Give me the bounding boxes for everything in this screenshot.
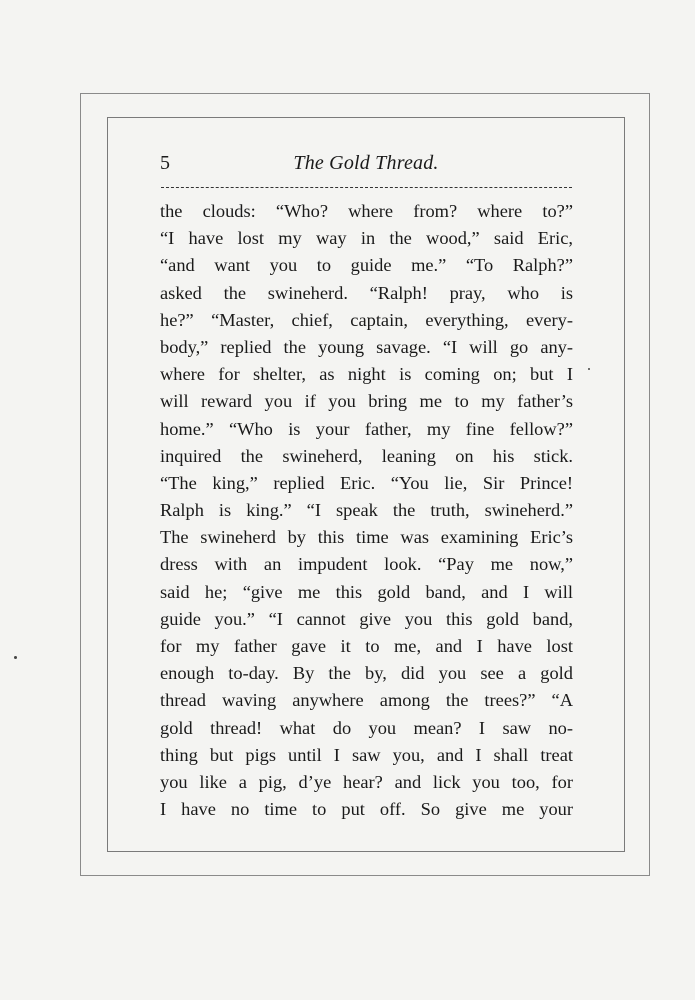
text-line: inquired the swineherd, leaning on his stick. bbox=[160, 445, 573, 466]
text-line: where for shelter, as night is coming on; but I bbox=[160, 364, 573, 385]
print-speck bbox=[588, 368, 590, 370]
running-head bbox=[160, 148, 572, 178]
text-line: “and want you to guide me.” “To Ralph?” bbox=[160, 255, 573, 276]
text-line: enough to-day. By the by, did you see a gold bbox=[160, 663, 573, 684]
text-line: The swineherd by this time was examining Eric’s bbox=[160, 527, 573, 548]
text-line: “I have lost my way in the wood,” said Eric, bbox=[160, 228, 573, 249]
text-line: body,” replied the young savage. “I will go any- bbox=[160, 336, 573, 357]
header-rule bbox=[161, 187, 572, 188]
print-speck bbox=[14, 656, 17, 659]
text-line: I have no time to put off. So give me your bbox=[160, 799, 573, 820]
text-line: asked the swineherd. “Ralph! pray, who is bbox=[160, 282, 573, 303]
running-title: The Gold Thread. bbox=[293, 152, 439, 174]
text-line: you like a pig, d’ye hear? and lick you too, for bbox=[160, 771, 573, 792]
text-line: Ralph is king.” “I speak the truth, swineherd.” bbox=[160, 500, 573, 521]
text-line: guide you.” “I cannot give you this gold band, bbox=[160, 608, 573, 629]
text-line: home.” “Who is your father, my fine fellow?” bbox=[160, 418, 573, 439]
text-line: the clouds: “Who? where from? where to?” bbox=[160, 201, 573, 221]
body-text bbox=[160, 198, 573, 823]
text-line: thing but pigs until I saw you, and I shall treat bbox=[160, 744, 573, 765]
text-line: dress with an impudent look. “Pay me now,” bbox=[160, 554, 573, 575]
text-line: gold thread! what do you mean? I saw no- bbox=[160, 717, 573, 738]
text-line: he?” “Master, chief, captain, everything, every- bbox=[160, 309, 573, 330]
text-line: for my father gave it to me, and I have lost bbox=[160, 636, 573, 656]
page-number: 5 bbox=[160, 152, 170, 174]
text-line: said he; “give me this gold band, and I will bbox=[160, 581, 573, 602]
text-line: thread waving anywhere among the trees?” “A bbox=[160, 690, 573, 711]
text-line: “The king,” replied Eric. “You lie, Sir Prince! bbox=[160, 472, 573, 493]
text-line: will reward you if you bring me to my father’s bbox=[160, 391, 573, 412]
